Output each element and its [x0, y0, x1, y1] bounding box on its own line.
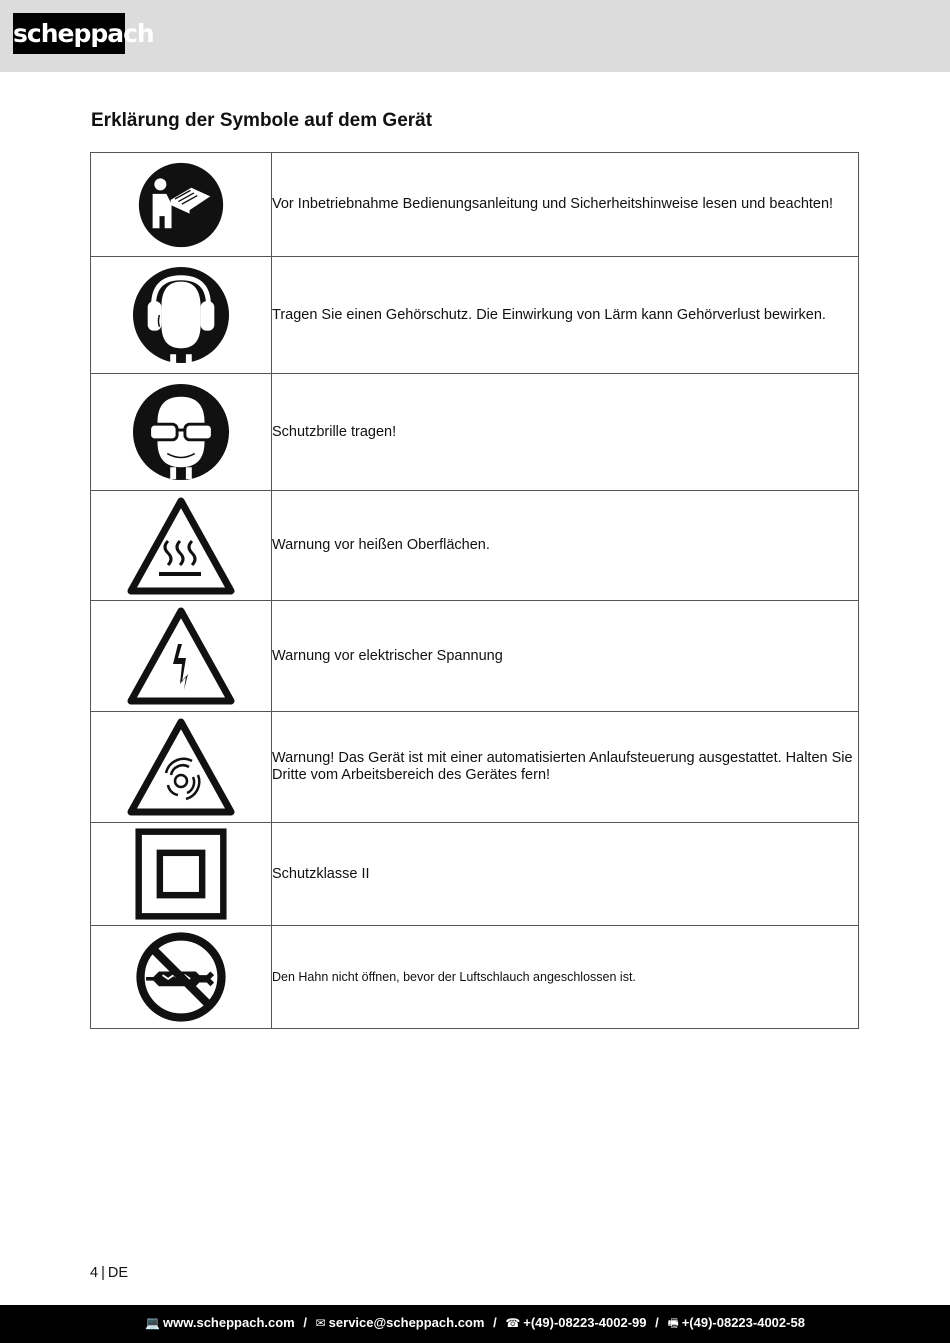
page-number-value: 4 [90, 1265, 99, 1281]
symbol-row [91, 257, 859, 374]
fax-number: 🖷 +(49)-08223-4002-58 [667, 1305, 805, 1341]
phone-number: ☎ +(49)-08223-4002-99 [505, 1305, 646, 1341]
ear-protection-icon [132, 266, 230, 364]
read-manual-icon [138, 162, 224, 248]
symbol-description: Schutzbrille tragen! [272, 374, 859, 491]
symbol-description: Warnung! Das Gerät ist mit einer automatisierten Anlaufsteuerung ausgestattet. Halten Sie Dritte vom Arbeitsbereich des Gerätes fern! [272, 712, 859, 823]
symbols-table [90, 152, 859, 1029]
symbol-row [91, 823, 859, 926]
automatic-start-warning-icon [126, 717, 236, 817]
symbol-description: Schutzklasse II [272, 823, 859, 926]
fax-icon: 🖷 [667, 1316, 679, 1330]
footer-bar: 💻 www.scheppach.com / ✉ service@scheppach.com / ☎ +(49)-08223-4002-99 / 🖷 +(49)-08223-4002-58 [0, 1305, 950, 1343]
symbol-description: Warnung vor elektrischer Spannung [272, 601, 859, 712]
symbol-description: Den Hahn nicht öffnen, bevor der Luftschlauch angeschlossen ist. [272, 926, 859, 1029]
hot-surface-warning-icon [126, 496, 236, 596]
computer-icon: 💻 [145, 1316, 160, 1330]
website-link[interactable]: 💻 www.scheppach.com [145, 1305, 295, 1341]
page-number: 4 | DE [90, 1265, 129, 1281]
email-link[interactable]: ✉ service@scheppach.com [316, 1305, 485, 1341]
symbol-row [91, 712, 859, 823]
symbol-row [91, 153, 859, 257]
phone-icon: ☎ [505, 1316, 521, 1330]
scheppach-logo: scheppach [13, 13, 125, 54]
symbol-description: Warnung vor heißen Oberflächen. [272, 491, 859, 601]
language-code: DE [107, 1265, 129, 1281]
symbol-row [91, 491, 859, 601]
electric-voltage-warning-icon [126, 606, 236, 706]
do-not-open-valve-icon [135, 931, 227, 1023]
protection-class-2-icon [135, 828, 227, 920]
symbol-description: Vor Inbetriebnahme Bedienungsanleitung und Sicherheitshinweise lesen und beachten! [272, 153, 859, 257]
symbol-row [91, 374, 859, 491]
symbol-description: Tragen Sie einen Gehörschutz. Die Einwirkung von Lärm kann Gehörverlust bewirken. [272, 257, 859, 374]
symbol-row [91, 601, 859, 712]
mail-icon: ✉ [315, 1316, 326, 1330]
eye-protection-icon [132, 383, 230, 481]
symbol-row [91, 926, 859, 1029]
page-title: Erklärung der Symbole auf dem Gerät [91, 110, 433, 131]
header-bar [0, 0, 950, 72]
